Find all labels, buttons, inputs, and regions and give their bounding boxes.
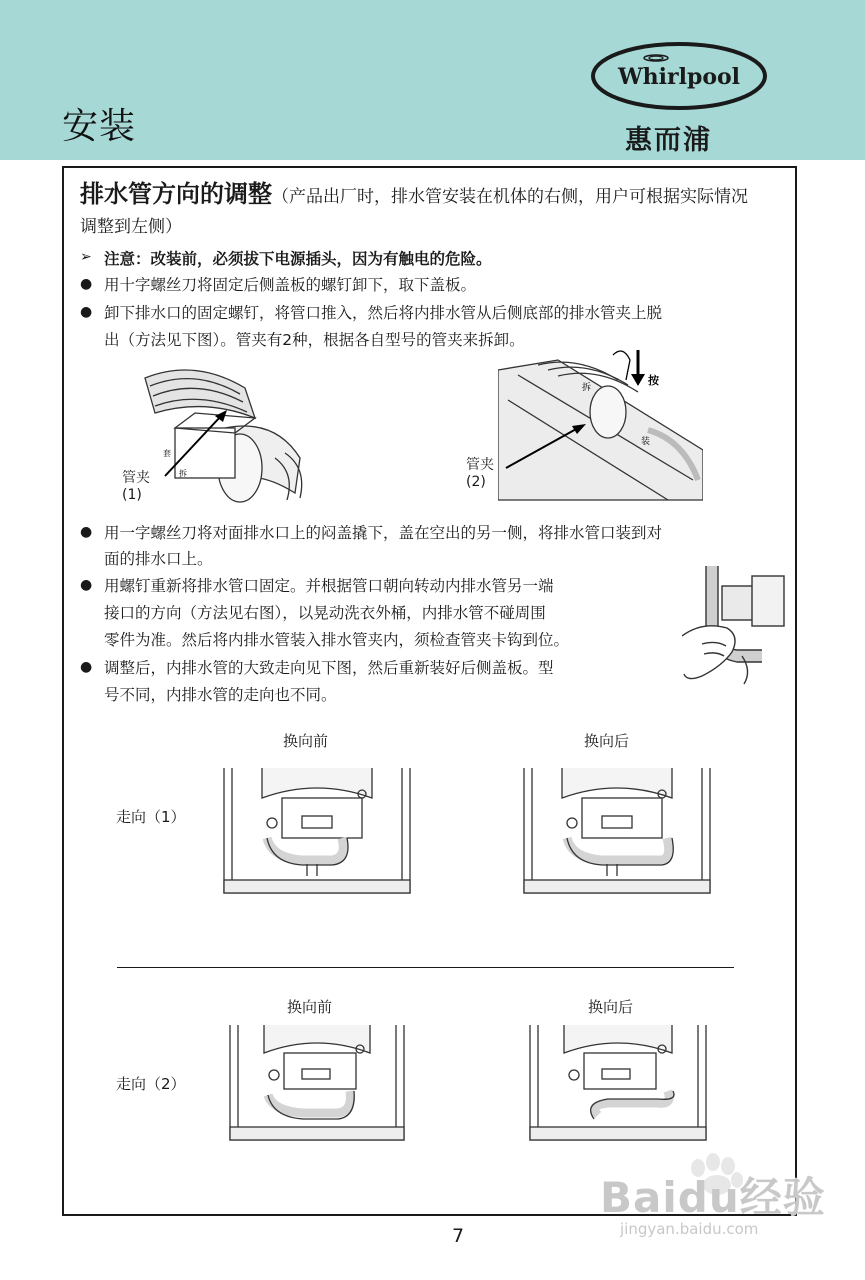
route-1-before-caption: 换向前 <box>283 732 329 750</box>
bullet-icon: ● <box>80 276 93 292</box>
install-mark: 装 <box>641 437 651 447</box>
route-2-before-diagram <box>228 1025 406 1147</box>
note-marker: ➢ <box>80 249 92 265</box>
step-1: 用十字螺丝刀将固定后侧盖板的螺钉卸下，取下盖板。 <box>104 276 477 294</box>
heading-sub: （产品出厂时，排水管安装在机体的右侧，用户可根据实际情况调整到左侧） <box>80 187 748 237</box>
bullet-icon: ● <box>80 304 93 320</box>
step-3-line-2: 面的排水口上。 <box>104 550 213 568</box>
clip-1-number: (1) <box>122 487 142 503</box>
svg-text:拆: 拆 <box>179 469 187 478</box>
heading-main: 排水管方向的调整 <box>80 180 272 208</box>
bullet-icon: ● <box>80 577 93 593</box>
clip-2-label: 管夹 <box>466 457 494 473</box>
step-2-line-1: 卸下排水口的固定螺钉，将管口推入，然后将内排水管从后侧底部的排水管夹上脱 <box>104 304 663 322</box>
step-2-line-2: 出（方法见下图）。管夹有2种，根据各自型号的管夹来拆卸。 <box>104 331 525 349</box>
route-2-after-caption: 换向后 <box>588 998 634 1016</box>
step-4-line-3: 零件为准。然后将内排水管装入排水管夹内，须检查管夹卡钩到位。 <box>104 631 570 649</box>
svg-text:Whirlpool: Whirlpool <box>617 64 741 90</box>
step-4-line-2: 接口的方向（方法见右图），以晃动洗衣外桶，内排水管不碰周围 <box>104 604 546 622</box>
route-2-after-diagram <box>528 1025 708 1147</box>
hose-rotation-illustration <box>682 556 790 688</box>
watermark-url: jingyan.baidu.com <box>620 1220 759 1238</box>
route-2-before-caption: 换向前 <box>287 998 333 1016</box>
clip-2-number: (2) <box>466 474 486 490</box>
watermark-brand: Baidu经验 <box>600 1173 826 1222</box>
route-1-label: 走向（1） <box>116 808 186 826</box>
svg-text:套: 套 <box>163 449 171 458</box>
route-1-after-diagram <box>522 768 712 900</box>
brand-chinese-name: 惠而浦 <box>625 125 712 156</box>
step-5-line-1: 调整后，内排水管的大致走向见下图，然后重新装好后侧盖板。型 <box>104 659 554 677</box>
step-3-line-1: 用一字螺丝刀将对面排水口上的闷盖撬下，盖在空出的另一侧，将排水管口装到对 <box>104 524 663 542</box>
section-heading <box>80 180 760 242</box>
press-mark: 按 <box>648 374 659 387</box>
bullet-icon: ● <box>80 659 93 675</box>
remove-mark: 拆 <box>582 383 592 393</box>
clip-1-label: 管夹 <box>122 470 150 486</box>
route-2-label: 走向（2） <box>116 1075 186 1093</box>
page-number: 7 <box>452 1225 465 1247</box>
safety-note: 注意：改装前，必须拔下电源插头，因为有触电的危险。 <box>104 250 492 268</box>
divider <box>117 967 734 968</box>
clip-1-illustration <box>135 358 310 508</box>
bullet-icon: ● <box>80 524 93 540</box>
step-4-line-1: 用螺钉重新将排水管口固定。并根据管口朝向转动内排水管另一端 <box>104 577 554 595</box>
route-1-before-diagram <box>222 768 412 900</box>
clip-2-illustration <box>498 340 703 505</box>
route-1-after-caption: 换向后 <box>584 732 630 750</box>
section-title: 安装 <box>62 106 137 147</box>
whirlpool-logo <box>590 40 768 112</box>
step-5-line-2: 号不同，内排水管的走向也不同。 <box>104 686 337 704</box>
